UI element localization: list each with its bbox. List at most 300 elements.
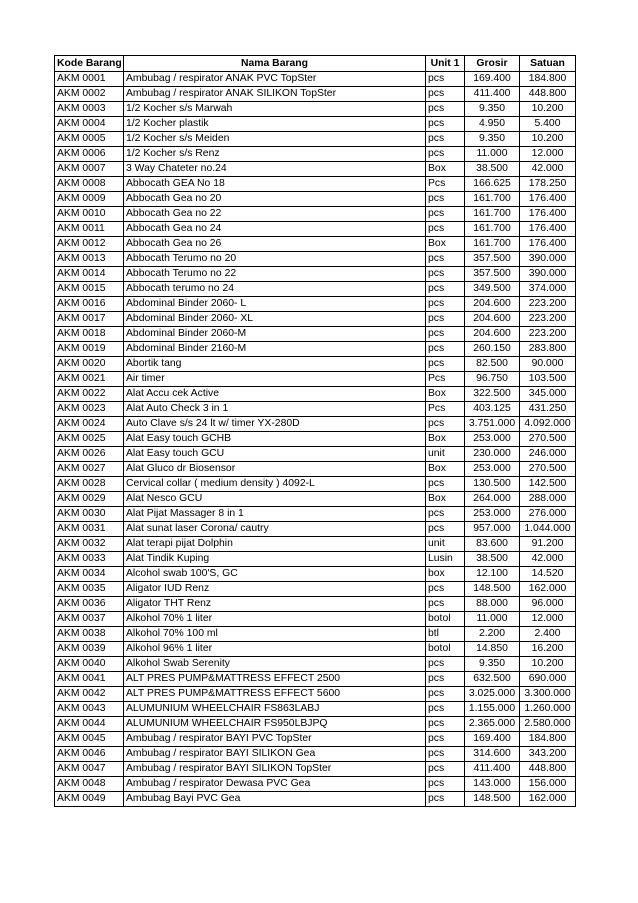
cell-kode-barang: AKM 0019 — [55, 342, 124, 357]
cell-nama-barang: Abbocath Terumo no 22 — [124, 267, 426, 282]
cell-unit: box — [426, 567, 465, 582]
cell-unit: pcs — [426, 507, 465, 522]
table-row — [55, 357, 576, 372]
cell-nama-barang: Alat Nesco GCU — [124, 492, 426, 507]
table-row — [55, 87, 576, 102]
header-unit: Unit 1 — [426, 56, 465, 72]
cell-kode-barang: AKM 0021 — [55, 372, 124, 387]
cell-nama-barang: Aligator IUD Renz — [124, 582, 426, 597]
cell-satuan: 176.400 — [520, 207, 576, 222]
cell-unit: pcs — [426, 282, 465, 297]
table-row — [55, 702, 576, 717]
cell-nama-barang: Alat Auto Check 3 in 1 — [124, 402, 426, 417]
table-row — [55, 147, 576, 162]
table-row — [55, 327, 576, 342]
cell-nama-barang: Abdominal Binder 2060- L — [124, 297, 426, 312]
table-row — [55, 597, 576, 612]
cell-unit: pcs — [426, 222, 465, 237]
cell-nama-barang: Alat Tindik Kuping — [124, 552, 426, 567]
table-row — [55, 342, 576, 357]
cell-grosir: 148.500 — [465, 792, 520, 807]
cell-satuan: 156.000 — [520, 777, 576, 792]
cell-kode-barang: AKM 0029 — [55, 492, 124, 507]
cell-satuan: 162.000 — [520, 582, 576, 597]
table-row — [55, 72, 576, 87]
cell-unit: pcs — [426, 702, 465, 717]
cell-grosir: 82.500 — [465, 357, 520, 372]
cell-unit: pcs — [426, 252, 465, 267]
cell-kode-barang: AKM 0032 — [55, 537, 124, 552]
cell-nama-barang: Ambubag / respirator Dewasa PVC Gea — [124, 777, 426, 792]
cell-grosir: 12.100 — [465, 567, 520, 582]
cell-kode-barang: AKM 0040 — [55, 657, 124, 672]
cell-kode-barang: AKM 0018 — [55, 327, 124, 342]
cell-grosir: 88.000 — [465, 597, 520, 612]
cell-grosir: 253.000 — [465, 507, 520, 522]
cell-grosir: 130.500 — [465, 477, 520, 492]
cell-kode-barang: AKM 0025 — [55, 432, 124, 447]
cell-satuan: 176.400 — [520, 192, 576, 207]
price-list-table — [54, 55, 576, 807]
cell-kode-barang: AKM 0041 — [55, 672, 124, 687]
cell-satuan: 96.000 — [520, 597, 576, 612]
cell-unit: Pcs — [426, 372, 465, 387]
cell-nama-barang: Abbocath Gea no 20 — [124, 192, 426, 207]
cell-satuan: 288.000 — [520, 492, 576, 507]
cell-satuan: 10.200 — [520, 132, 576, 147]
cell-kode-barang: AKM 0015 — [55, 282, 124, 297]
cell-nama-barang: Abbocath Gea no 24 — [124, 222, 426, 237]
cell-kode-barang: AKM 0003 — [55, 102, 124, 117]
cell-satuan: 12.000 — [520, 612, 576, 627]
cell-grosir: 161.700 — [465, 222, 520, 237]
cell-unit: pcs — [426, 207, 465, 222]
cell-kode-barang: AKM 0014 — [55, 267, 124, 282]
cell-kode-barang: AKM 0033 — [55, 552, 124, 567]
cell-unit: pcs — [426, 72, 465, 87]
cell-kode-barang: AKM 0016 — [55, 297, 124, 312]
cell-unit: pcs — [426, 762, 465, 777]
cell-kode-barang: AKM 0007 — [55, 162, 124, 177]
table-row — [55, 522, 576, 537]
cell-kode-barang: AKM 0049 — [55, 792, 124, 807]
cell-unit: Box — [426, 432, 465, 447]
cell-grosir: 83.600 — [465, 537, 520, 552]
table-row — [55, 567, 576, 582]
table-row — [55, 582, 576, 597]
cell-grosir: 2.365.000 — [465, 717, 520, 732]
table-row — [55, 132, 576, 147]
cell-grosir: 357.500 — [465, 267, 520, 282]
cell-unit: pcs — [426, 417, 465, 432]
cell-nama-barang: Abortik tang — [124, 357, 426, 372]
cell-kode-barang: AKM 0042 — [55, 687, 124, 702]
cell-unit: Box — [426, 492, 465, 507]
cell-nama-barang: Abdominal Binder 2160-M — [124, 342, 426, 357]
cell-unit: pcs — [426, 147, 465, 162]
cell-nama-barang: ALUMUNIUM WHEELCHAIR FS863LABJ — [124, 702, 426, 717]
cell-unit: unit — [426, 537, 465, 552]
table-row — [55, 237, 576, 252]
table-row — [55, 627, 576, 642]
cell-grosir: 166.625 — [465, 177, 520, 192]
cell-satuan: 16.200 — [520, 642, 576, 657]
cell-satuan: 184.800 — [520, 72, 576, 87]
cell-grosir: 9.350 — [465, 102, 520, 117]
cell-grosir: 169.400 — [465, 732, 520, 747]
table-row — [55, 192, 576, 207]
cell-satuan: 448.800 — [520, 87, 576, 102]
cell-nama-barang: Ambubag / respirator BAYI SILIKON Gea — [124, 747, 426, 762]
cell-kode-barang: AKM 0026 — [55, 447, 124, 462]
cell-grosir: 230.000 — [465, 447, 520, 462]
cell-unit: botol — [426, 642, 465, 657]
cell-nama-barang: Auto Clave s/s 24 lt w/ timer YX-280D — [124, 417, 426, 432]
cell-satuan: 270.500 — [520, 432, 576, 447]
cell-unit: botol — [426, 612, 465, 627]
cell-unit: pcs — [426, 267, 465, 282]
cell-grosir: 264.000 — [465, 492, 520, 507]
table-row — [55, 282, 576, 297]
cell-satuan: 178.250 — [520, 177, 576, 192]
cell-nama-barang: Air timer — [124, 372, 426, 387]
cell-nama-barang: Abdominal Binder 2060- XL — [124, 312, 426, 327]
cell-kode-barang: AKM 0035 — [55, 582, 124, 597]
cell-grosir: 253.000 — [465, 462, 520, 477]
cell-satuan: 223.200 — [520, 327, 576, 342]
cell-nama-barang: Aligator THT Renz — [124, 597, 426, 612]
table-row — [55, 162, 576, 177]
table-row — [55, 687, 576, 702]
cell-kode-barang: AKM 0027 — [55, 462, 124, 477]
cell-unit: pcs — [426, 87, 465, 102]
cell-unit: pcs — [426, 477, 465, 492]
cell-unit: Lusin — [426, 552, 465, 567]
cell-kode-barang: AKM 0039 — [55, 642, 124, 657]
cell-nama-barang: 1/2 Kocher plastik — [124, 117, 426, 132]
cell-unit: pcs — [426, 327, 465, 342]
cell-nama-barang: Alat sunat laser Corona/ cautry — [124, 522, 426, 537]
cell-kode-barang: AKM 0028 — [55, 477, 124, 492]
cell-grosir: 322.500 — [465, 387, 520, 402]
cell-unit: pcs — [426, 117, 465, 132]
cell-grosir: 403.125 — [465, 402, 520, 417]
cell-grosir: 411.400 — [465, 87, 520, 102]
cell-satuan: 14.520 — [520, 567, 576, 582]
cell-grosir: 632.500 — [465, 672, 520, 687]
cell-nama-barang: Alkohol Swab Serenity — [124, 657, 426, 672]
cell-grosir: 11.000 — [465, 147, 520, 162]
cell-satuan: 2.580.000 — [520, 717, 576, 732]
cell-nama-barang: ALT PRES PUMP&MATTRESS EFFECT 5600 — [124, 687, 426, 702]
cell-nama-barang: Abbocath terumo no 24 — [124, 282, 426, 297]
cell-grosir: 357.500 — [465, 252, 520, 267]
cell-kode-barang: AKM 0046 — [55, 747, 124, 762]
table-row — [55, 507, 576, 522]
table-row — [55, 762, 576, 777]
cell-grosir: 204.600 — [465, 297, 520, 312]
cell-satuan: 283.800 — [520, 342, 576, 357]
cell-kode-barang: AKM 0022 — [55, 387, 124, 402]
cell-satuan: 42.000 — [520, 552, 576, 567]
cell-kode-barang: AKM 0024 — [55, 417, 124, 432]
cell-unit: Pcs — [426, 402, 465, 417]
table-row — [55, 612, 576, 627]
cell-satuan: 5.400 — [520, 117, 576, 132]
cell-kode-barang: AKM 0001 — [55, 72, 124, 87]
cell-satuan: 176.400 — [520, 222, 576, 237]
cell-nama-barang: Alkohol 96% 1 liter — [124, 642, 426, 657]
cell-nama-barang: Abbocath Gea no 22 — [124, 207, 426, 222]
cell-kode-barang: AKM 0043 — [55, 702, 124, 717]
table-row — [55, 117, 576, 132]
cell-grosir: 143.000 — [465, 777, 520, 792]
table-row — [55, 312, 576, 327]
cell-nama-barang: 1/2 Kocher s/s Meiden — [124, 132, 426, 147]
table-row — [55, 552, 576, 567]
cell-kode-barang: AKM 0004 — [55, 117, 124, 132]
cell-satuan: 176.400 — [520, 237, 576, 252]
cell-satuan: 1.260.000 — [520, 702, 576, 717]
table-row — [55, 777, 576, 792]
table-row — [55, 267, 576, 282]
cell-kode-barang: AKM 0045 — [55, 732, 124, 747]
cell-kode-barang: AKM 0023 — [55, 402, 124, 417]
cell-kode-barang: AKM 0038 — [55, 627, 124, 642]
cell-satuan: 448.800 — [520, 762, 576, 777]
cell-grosir: 38.500 — [465, 552, 520, 567]
cell-unit: pcs — [426, 582, 465, 597]
cell-kode-barang: AKM 0044 — [55, 717, 124, 732]
cell-satuan: 10.200 — [520, 657, 576, 672]
table-row — [55, 102, 576, 117]
cell-nama-barang: Ambubag Bayi PVC Gea — [124, 792, 426, 807]
table-row — [55, 717, 576, 732]
table-body — [55, 72, 576, 807]
cell-satuan: 12.000 — [520, 147, 576, 162]
table-row — [55, 492, 576, 507]
cell-unit: pcs — [426, 732, 465, 747]
cell-nama-barang: Abbocath GEA No 18 — [124, 177, 426, 192]
cell-nama-barang: Alat Gluco dr Biosensor — [124, 462, 426, 477]
cell-satuan: 42.000 — [520, 162, 576, 177]
cell-unit: pcs — [426, 357, 465, 372]
cell-nama-barang: Alat Easy touch GCU — [124, 447, 426, 462]
cell-nama-barang: Alkohol 70% 1 liter — [124, 612, 426, 627]
cell-nama-barang: Alkohol 70% 100 ml — [124, 627, 426, 642]
header-satuan: Satuan — [520, 56, 576, 72]
cell-grosir: 411.400 — [465, 762, 520, 777]
table-row — [55, 252, 576, 267]
cell-grosir: 4.950 — [465, 117, 520, 132]
cell-kode-barang: AKM 0017 — [55, 312, 124, 327]
table-row — [55, 402, 576, 417]
cell-grosir: 161.700 — [465, 192, 520, 207]
cell-unit: Box — [426, 462, 465, 477]
cell-unit: pcs — [426, 687, 465, 702]
cell-unit: pcs — [426, 102, 465, 117]
cell-grosir: 204.600 — [465, 312, 520, 327]
table-row — [55, 387, 576, 402]
table-row — [55, 432, 576, 447]
cell-kode-barang: AKM 0048 — [55, 777, 124, 792]
table-row — [55, 222, 576, 237]
cell-unit: pcs — [426, 342, 465, 357]
cell-satuan: 246.000 — [520, 447, 576, 462]
cell-kode-barang: AKM 0008 — [55, 177, 124, 192]
cell-satuan: 2.400 — [520, 627, 576, 642]
table-row — [55, 792, 576, 807]
table-header-row — [55, 56, 576, 72]
cell-satuan: 91.200 — [520, 537, 576, 552]
cell-kode-barang: AKM 0002 — [55, 87, 124, 102]
cell-kode-barang: AKM 0031 — [55, 522, 124, 537]
table-row — [55, 297, 576, 312]
cell-nama-barang: Ambubag / respirator ANAK PVC TopSter — [124, 72, 426, 87]
cell-unit: pcs — [426, 522, 465, 537]
cell-kode-barang: AKM 0013 — [55, 252, 124, 267]
cell-unit: pcs — [426, 777, 465, 792]
cell-kode-barang: AKM 0010 — [55, 207, 124, 222]
cell-grosir: 161.700 — [465, 207, 520, 222]
cell-unit: Box — [426, 162, 465, 177]
cell-unit: pcs — [426, 297, 465, 312]
cell-grosir: 9.350 — [465, 132, 520, 147]
cell-grosir: 260.150 — [465, 342, 520, 357]
table-row — [55, 657, 576, 672]
cell-satuan: 223.200 — [520, 312, 576, 327]
cell-grosir: 3.751.000 — [465, 417, 520, 432]
cell-satuan: 431.250 — [520, 402, 576, 417]
cell-grosir: 161.700 — [465, 237, 520, 252]
cell-grosir: 9.350 — [465, 657, 520, 672]
cell-grosir: 96.750 — [465, 372, 520, 387]
table-row — [55, 447, 576, 462]
table-row — [55, 642, 576, 657]
table-row — [55, 177, 576, 192]
cell-nama-barang: Cervical collar ( medium density ) 4092-L — [124, 477, 426, 492]
cell-unit: pcs — [426, 747, 465, 762]
cell-grosir: 148.500 — [465, 582, 520, 597]
cell-satuan: 4.092.000 — [520, 417, 576, 432]
table-row — [55, 207, 576, 222]
cell-nama-barang: ALUMUNIUM WHEELCHAIR FS950LBJPQ — [124, 717, 426, 732]
cell-satuan: 223.200 — [520, 297, 576, 312]
cell-grosir: 3.025.000 — [465, 687, 520, 702]
cell-nama-barang: Alat terapi pijat Dolphin — [124, 537, 426, 552]
cell-unit: pcs — [426, 192, 465, 207]
cell-nama-barang: ALT PRES PUMP&MATTRESS EFFECT 2500 — [124, 672, 426, 687]
cell-satuan: 142.500 — [520, 477, 576, 492]
cell-grosir: 14.850 — [465, 642, 520, 657]
cell-nama-barang: Alat Pijat Massager 8 in 1 — [124, 507, 426, 522]
table-row — [55, 477, 576, 492]
cell-nama-barang: Abbocath Gea no 26 — [124, 237, 426, 252]
header-kode-barang: Kode Barang — [55, 56, 124, 72]
table-row — [55, 732, 576, 747]
cell-kode-barang: AKM 0034 — [55, 567, 124, 582]
cell-satuan: 374.000 — [520, 282, 576, 297]
cell-nama-barang: Abdominal Binder 2060-M — [124, 327, 426, 342]
cell-unit: pcs — [426, 672, 465, 687]
cell-satuan: 184.800 — [520, 732, 576, 747]
table-row — [55, 417, 576, 432]
cell-kode-barang: AKM 0020 — [55, 357, 124, 372]
cell-grosir: 11.000 — [465, 612, 520, 627]
cell-unit: unit — [426, 447, 465, 462]
cell-nama-barang: Alat Easy touch GCHB — [124, 432, 426, 447]
cell-kode-barang: AKM 0047 — [55, 762, 124, 777]
cell-satuan: 343.200 — [520, 747, 576, 762]
cell-unit: Box — [426, 387, 465, 402]
cell-kode-barang: AKM 0030 — [55, 507, 124, 522]
cell-grosir: 169.400 — [465, 72, 520, 87]
cell-nama-barang: Abbocath Terumo no 20 — [124, 252, 426, 267]
cell-satuan: 690.000 — [520, 672, 576, 687]
table-row — [55, 372, 576, 387]
table-row — [55, 537, 576, 552]
cell-unit: btl — [426, 627, 465, 642]
cell-satuan: 390.000 — [520, 252, 576, 267]
cell-unit: Box — [426, 237, 465, 252]
cell-kode-barang: AKM 0036 — [55, 597, 124, 612]
header-grosir: Grosir — [465, 56, 520, 72]
cell-grosir: 253.000 — [465, 432, 520, 447]
cell-unit: pcs — [426, 597, 465, 612]
cell-kode-barang: AKM 0011 — [55, 222, 124, 237]
cell-kode-barang: AKM 0009 — [55, 192, 124, 207]
cell-satuan: 1.044.000 — [520, 522, 576, 537]
table-row — [55, 462, 576, 477]
cell-satuan: 345.000 — [520, 387, 576, 402]
cell-unit: pcs — [426, 792, 465, 807]
cell-nama-barang: Alat Accu cek Active — [124, 387, 426, 402]
cell-nama-barang: 1/2 Kocher s/s Marwah — [124, 102, 426, 117]
cell-grosir: 957.000 — [465, 522, 520, 537]
cell-nama-barang: Alcohol swab 100'S, GC — [124, 567, 426, 582]
cell-satuan: 270.500 — [520, 462, 576, 477]
table-row — [55, 747, 576, 762]
cell-unit: pcs — [426, 312, 465, 327]
table-row — [55, 672, 576, 687]
cell-unit: Pcs — [426, 177, 465, 192]
cell-kode-barang: AKM 0012 — [55, 237, 124, 252]
cell-satuan: 90.000 — [520, 357, 576, 372]
cell-nama-barang: Ambubag / respirator BAYI SILIKON TopSter — [124, 762, 426, 777]
cell-grosir: 38.500 — [465, 162, 520, 177]
cell-grosir: 204.600 — [465, 327, 520, 342]
cell-unit: pcs — [426, 717, 465, 732]
cell-satuan: 3.300.000 — [520, 687, 576, 702]
cell-nama-barang: 3 Way Chateter no.24 — [124, 162, 426, 177]
cell-satuan: 162.000 — [520, 792, 576, 807]
cell-satuan: 276.000 — [520, 507, 576, 522]
cell-satuan: 10.200 — [520, 102, 576, 117]
cell-kode-barang: AKM 0037 — [55, 612, 124, 627]
cell-nama-barang: Ambubag / respirator ANAK SILIKON TopSter — [124, 87, 426, 102]
cell-grosir: 2.200 — [465, 627, 520, 642]
cell-grosir: 1.155.000 — [465, 702, 520, 717]
cell-nama-barang: Ambubag / respirator BAYI PVC TopSter — [124, 732, 426, 747]
header-nama-barang: Nama Barang — [124, 56, 426, 72]
cell-satuan: 103.500 — [520, 372, 576, 387]
cell-kode-barang: AKM 0005 — [55, 132, 124, 147]
cell-nama-barang: 1/2 Kocher s/s Renz — [124, 147, 426, 162]
cell-unit: pcs — [426, 657, 465, 672]
cell-unit: pcs — [426, 132, 465, 147]
cell-grosir: 349.500 — [465, 282, 520, 297]
cell-kode-barang: AKM 0006 — [55, 147, 124, 162]
